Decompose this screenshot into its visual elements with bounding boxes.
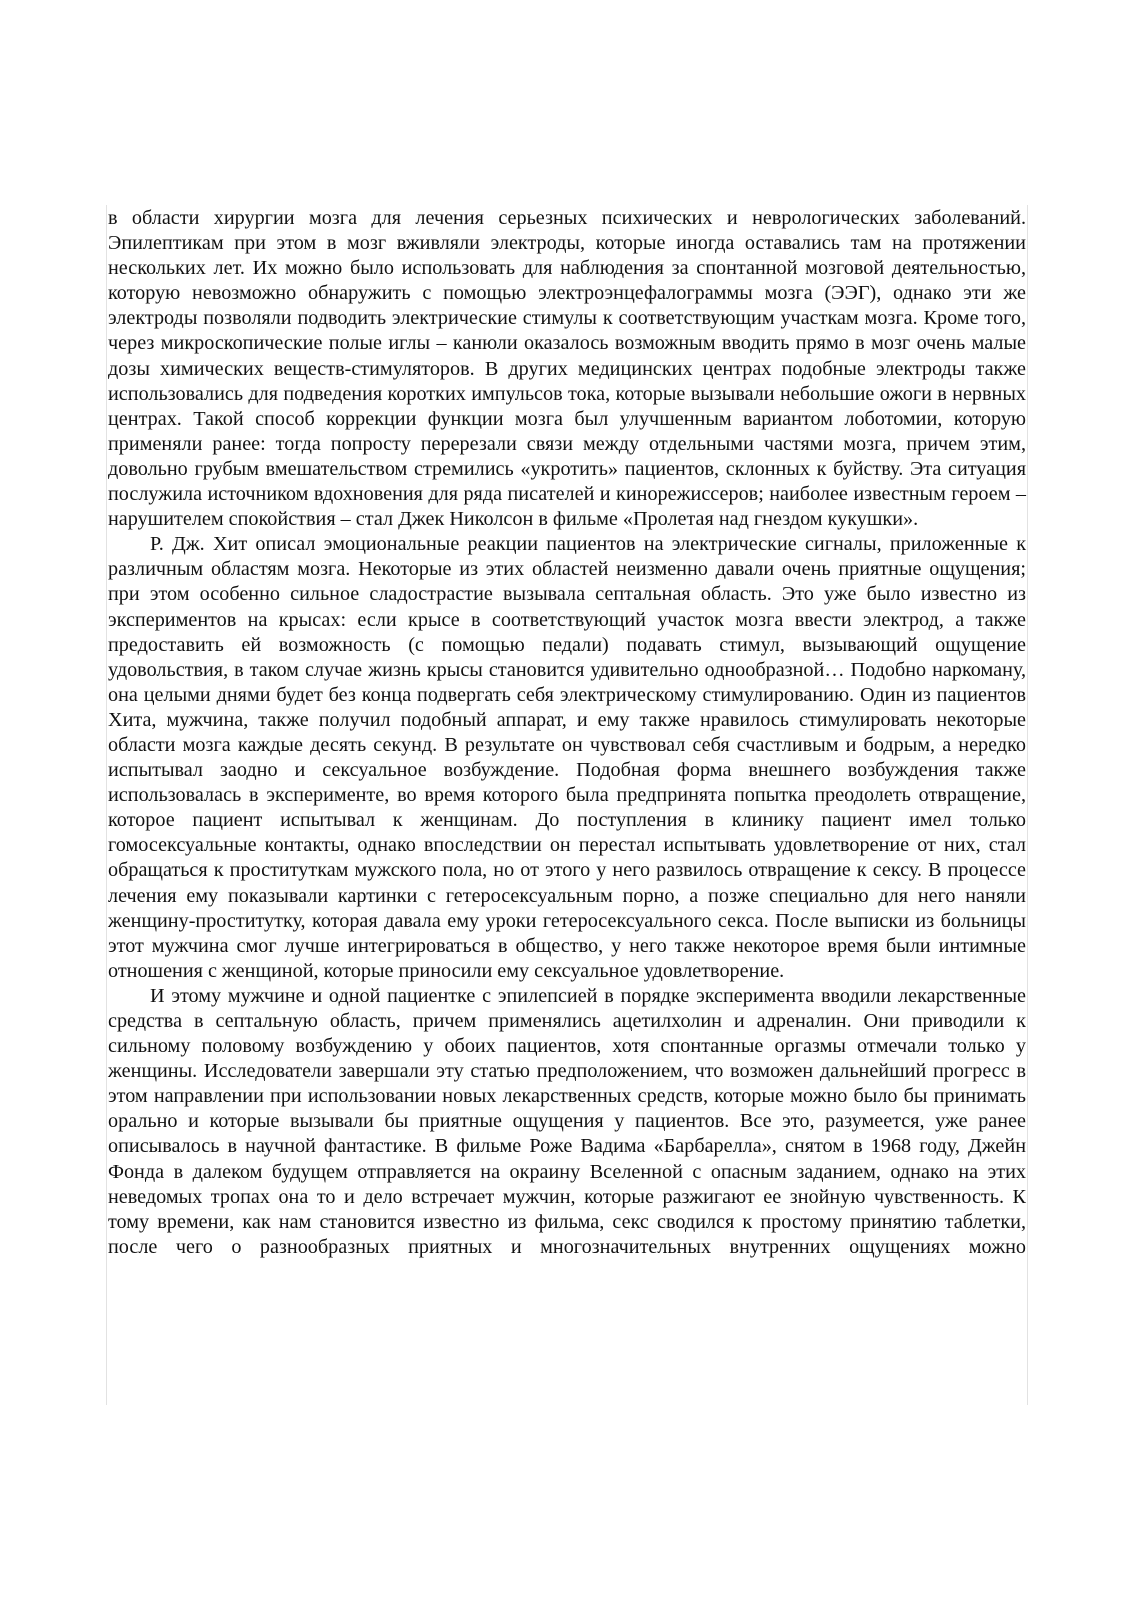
body-text xyxy=(108,206,1026,1260)
paragraph-3: И этому мужчине и одной пациентке с эпилепсией в порядке эксперимента вводили лекарственные средства в септальную область, причем применялись ацетилхолин и адреналин. Они приводили к сильному половому возбуждению у обоих пациентов, хотя спонтанные оргазмы отмечали только у женщины. Исследователи завершали эту статью предположением, что возможен дальнейший прогресс в этом направлении при использовании новых лекарственных средств, которые можно было бы принимать орально и которые вызывали бы приятные ощущения у пациентов. Все это, разумеется, уже ранее описывалось в научной фантастике. В фильме Роже Вадима «Барбарелла», снятом в 1968 году, Джейн Фонда в далеком будущем отправляется на окраину Вселенной с опасным заданием, однако на этих неведомых тропах она то и дело встречает мужчин, которые разжигают ее знойную чувственность. К тому времени, как нам становится известно из фильма, секс сводился к простому принятию таблетки, после чего о разнообразных приятных и многозначительных внутренних ощущениях можно xyxy=(108,984,1026,1258)
paragraph-1: в области хирургии мозга для лечения серьезных психических и неврологических заболеваний. Эпилептикам при этом в мозг вживляли электроды, которые иногда оставались там на протяжении нескольких лет. Их можно было использовать для наблюдения за спонтанной мозговой деятельностью, которую невозможно обнаружить с помощью электроэнцефалограммы мозга (ЭЭГ), однако эти же электроды позволяли подводить электрические стимулы к соответствующим участкам мозга. Кроме того, через микроскопические полые иглы – канюли оказалось возможным вводить прямо в мозг очень малые дозы химических веществ-стимуляторов. В других медицинских центрах подобные электроды также использовались для подведения коротких импульсов тока, которые вызывали небольшие ожоги в нервных центрах. Такой способ коррекции функции мозга был улучшенным вариантом лоботомии, которую применяли ранее: тогда попросту перерезали связи между отдельными частями мозга, причем этим, довольно грубым вмешательством стремились «укротить» пациентов, склонных к буйству. Эта ситуация послужила источником вдохновения для ряда писателей и кинорежиссеров; наиболее известным героем – нарушителем спокойствия – стал Джек Николсон в фильме «Пролетая над гнездом кукушки». xyxy=(108,207,1026,531)
paragraph-2: Р. Дж. Хит описал эмоциональные реакции пациентов на электрические сигналы, приложенные к различным областям мозга. Некоторые из этих областей неизменно давали очень приятные ощущения; при этом особенно сильное сладострастие вызывала септальная область. Это уже было известно из экспериментов на крысах: если крысе в соответствующий участок мозга ввести электрод, а также предоставить ей возможность (с помощью педали) подавать стимул, вызывающий ощущение удовольствия, в таком случае жизнь крысы становится удивительно однообразной… Подобно наркоману, она целыми днями будет без конца подвергать себя электрическому стимулированию. Один из пациентов Хита, мужчина, также получил подобный аппарат, и ему также нравилось стимулировать некоторые области мозга каждые десять секунд. В результате он чувствовал себя счастливым и бодрым, а нередко испытывал заодно и сексуальное возбуждение. Подобная форма внешнего возбуждения также использовалась в эксперименте, во время которого была предпринята попытка преодолеть отвращение, которое пациент испытывал к женщинам. До поступления в клинику пациент имел только гомосексуальные контакты, однако впоследствии он перестал испытывать удовлетворение от них, стал обращаться к проституткам мужского пола, но от этого у него развилось отвращение к сексу. В процессе лечения ему показывали картинки с гетеросексуальным порно, а позже специально для него наняли женщину-проститутку, которая давала ему уроки гетеросексуального секса. После выписки из больницы этот мужчина смог лучше интегрироваться в общество, у него также некоторое время были интимные отношения с женщиной, которые приносили ему сексуальное удовлетворение. xyxy=(108,533,1026,982)
